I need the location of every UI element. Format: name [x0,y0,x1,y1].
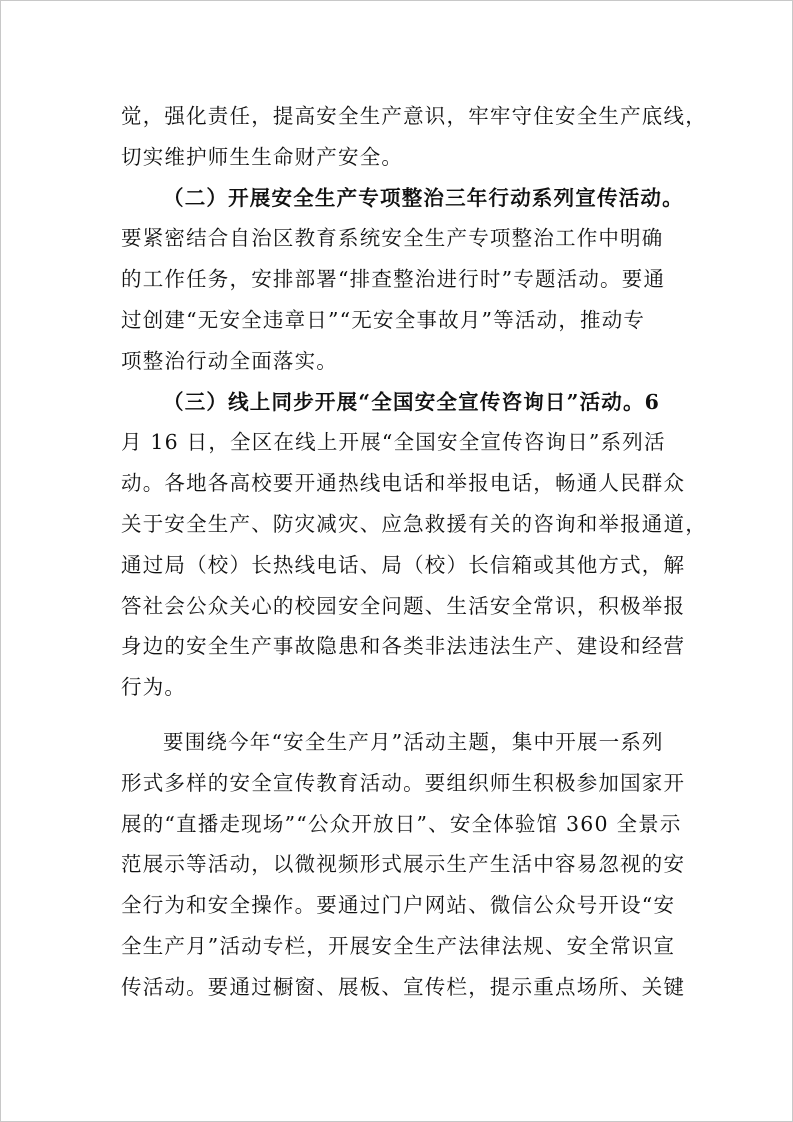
section-heading: （二）开展安全生产专项整治三年行动系列宣传活动。 [163,185,684,210]
text-line: 身边的安全生产事故隐患和各类非法违法生产、建设和经营 [121,634,686,659]
paragraph-start-line: 要围绕今年“安全生产月”活动主题，集中开展一系列 [163,729,664,754]
text-line: 形式多样的安全宣传教育活动。要组织师生积极参加国家开 [121,770,686,795]
text-line: 觉，强化责任，提高安全生产意识，牢牢守住安全生产底线， [121,104,707,128]
text-line: 行为。 [121,675,187,700]
text-line: 全生产月”活动专栏，开展安全生产法律法规、安全常识宣 [121,933,676,958]
paragraph-gap [121,708,681,722]
text-line: 全行为和安全操作。要通过门户网站、微信公众号开设“安 [121,893,676,918]
text-line: 项整治行动全面落实。 [121,348,338,373]
text-line: 切实维护师生生命财产安全。 [121,144,404,169]
text-line: 的工作任务，安排部署“排查整治进行时”专题活动。要通 [121,267,666,292]
text-line: 通过局（校）长热线电话、局（校）长信箱或其他方式，解 [121,552,686,577]
text-line: 关于安全生产、防灾减灾、应急救援有关的咨询和举报通道， [121,511,707,536]
text-line: 答社会公众关心的校园安全问题、生活安全常识，积极举报 [121,593,686,618]
text-line: 过创建“无安全违章日”“无安全事故月”等活动，推动专 [121,307,646,332]
text-line: 要紧密结合自治区教育系统安全生产专项整治工作中明确 [121,226,664,251]
text-line: 展的“直播走现场”“公众开放日”、安全体验馆 360 全景示 [121,811,682,836]
section-heading: （三）线上同步开展“全国安全宣传咨询日”活动。6 [163,389,661,414]
text-line: 月 16 日，全区在线上开展“全国安全宣传咨询日”系列活 [121,430,666,455]
text-line: 范展示等活动，以微视频形式展示生产生活中容易忽视的安 [121,852,686,877]
document-body [121,96,707,1008]
text-line: 动。各地各高校要开通热线电话和举报电话，畅通人民群众 [121,471,686,496]
text-line: 传活动。要通过橱窗、展板、宣传栏，提示重点场所、关键 [121,974,686,999]
